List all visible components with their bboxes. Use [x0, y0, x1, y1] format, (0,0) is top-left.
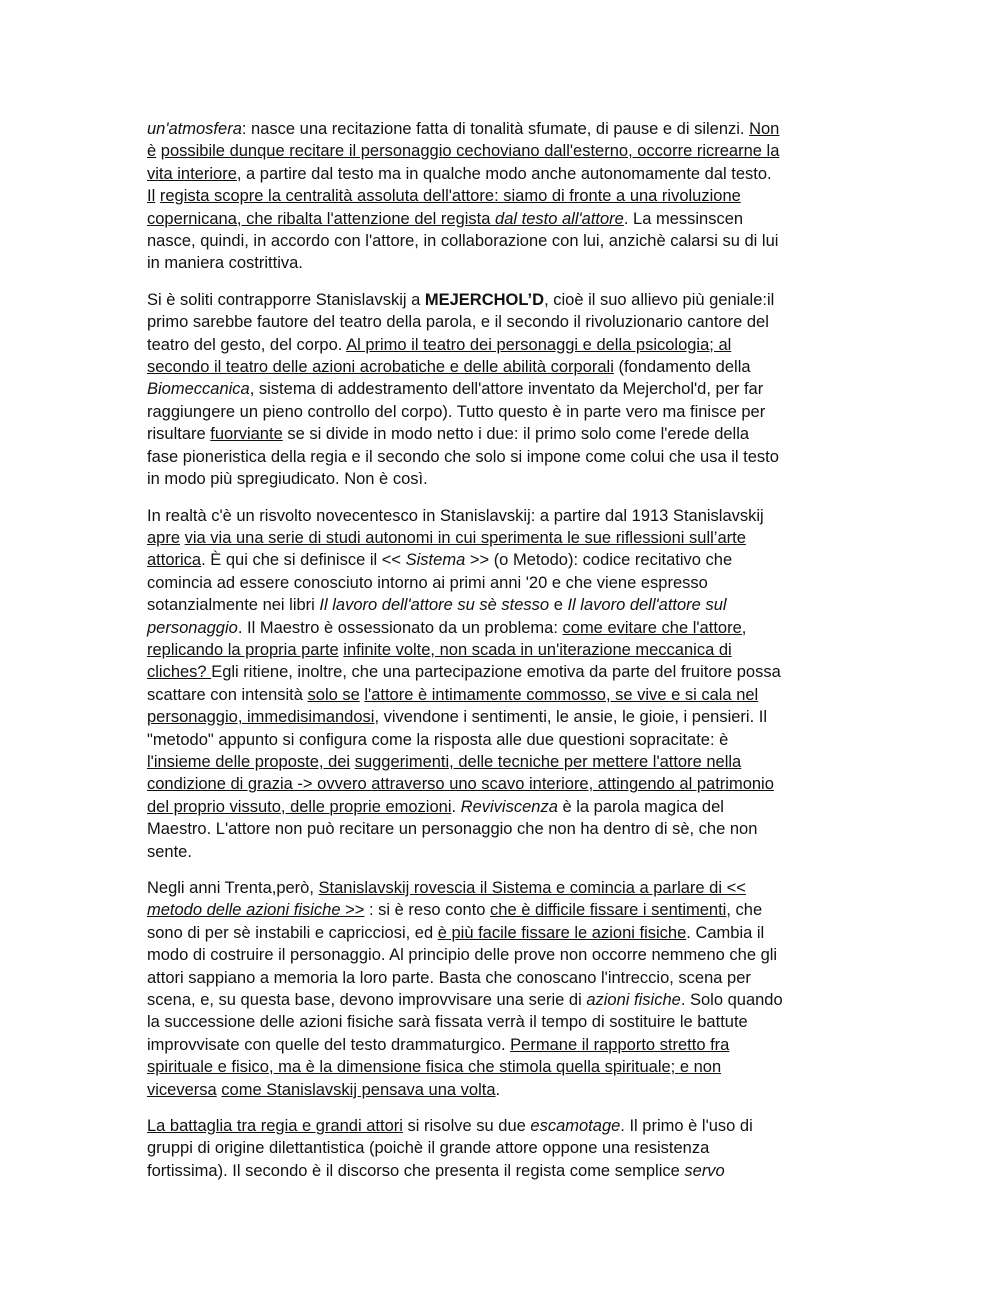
text-run: , sistema di addestramento dell'attore inventato da Mejerchol'd, per far — [249, 380, 764, 399]
text-line — [147, 468, 853, 490]
text-run: , che — [726, 901, 763, 920]
text-run: Negli anni Trenta,però, — [147, 879, 319, 897]
text-run: è — [147, 142, 157, 161]
paragraph — [147, 505, 853, 864]
text-run: come Stanislavskij pensava una volta — [221, 1080, 496, 1099]
text-line — [147, 208, 853, 230]
text-run: metodo delle azioni fisiche — [147, 901, 341, 920]
text-run: sente. — [147, 842, 192, 861]
text-run: personaggio, immedisimandosi — [147, 708, 375, 727]
text-run: via via una serie di studi autonomi in cui sperimenta le sue riflessioni sull’arte — [184, 528, 746, 547]
text-run: . — [495, 1080, 501, 1099]
text-run: comincia ad essere conosciuto intorno ai primi anni '20 e che viene espresso — [147, 573, 708, 592]
text-run: >> (o Metodo): codice recitativo che — [465, 551, 733, 570]
text-line — [147, 356, 853, 378]
text-line — [147, 118, 853, 140]
text-run: . Solo quando — [680, 991, 783, 1010]
text-run: attorica — [147, 551, 202, 570]
text-line — [147, 751, 853, 773]
text-run: fuorviante — [210, 425, 283, 444]
text-line — [147, 185, 853, 207]
text-line — [147, 423, 853, 445]
text-line — [147, 505, 853, 527]
text-run: La battaglia tra regia e grandi attori — [147, 1117, 403, 1136]
text-run: escamotage — [530, 1117, 621, 1136]
text-run: la successione delle azioni fisiche sarà fissata verrà il tempo di sostituire le battute — [147, 1013, 748, 1032]
text-run: in maniera costrittiva. — [147, 254, 303, 273]
text-line — [147, 1115, 853, 1137]
text-run: MEJERCHOL’D — [424, 290, 545, 309]
text-run: e — [549, 596, 568, 615]
text-line — [147, 446, 853, 468]
text-run: Permane il rapporto stretto fra — [510, 1035, 730, 1054]
text-run: che è difficile fissare i sentimenti — [490, 901, 727, 920]
text-run: In realtà c'è un risvolto novecentesco in Stanislavskij: a partire dal 1913 Stanislavskij — [147, 506, 764, 525]
text-run: si risolve su due — [402, 1117, 531, 1136]
text-run: . La messinscen — [623, 209, 744, 228]
text-run: suggerimenti, delle tecniche per mettere l'attore nella — [354, 752, 742, 771]
text-line — [147, 684, 853, 706]
text-line — [147, 944, 853, 966]
text-run: . Il Maestro è ossessionato da un problema: — [237, 618, 563, 637]
text-run: infinite volte, non scada in un'iterazione meccanica di — [343, 640, 732, 659]
text-run: apre — [147, 528, 181, 547]
document-body — [147, 118, 853, 1196]
text-run: vita interiore — [147, 164, 237, 183]
text-line — [147, 1034, 853, 1056]
text-run: : si è reso conto — [364, 901, 491, 920]
text-run: attori sappiano a memoria la loro parte. Basta che conoscano l'intreccio, scena per — [147, 968, 751, 987]
text-line — [147, 401, 853, 423]
text-line — [147, 527, 853, 549]
text-line — [147, 1137, 853, 1159]
text-run: Il — [147, 187, 156, 206]
text-run: personaggio — [147, 618, 238, 637]
text-run: azioni fisiche — [586, 991, 681, 1010]
text-run: Si è soliti contrapporre Stanislavskij a — [147, 290, 425, 309]
text-run: l'insieme delle proposte, dei — [147, 752, 351, 771]
text-line — [147, 639, 853, 661]
text-run: , a partire dal testo ma in qualche modo anche autonomamente dal testo. — [236, 164, 772, 183]
text-line — [147, 572, 853, 594]
text-run: nasce, quindi, in accordo con l'attore, in collaborazione con lui, anzichè calarsi su di lui — [147, 232, 779, 251]
text-line — [147, 796, 853, 818]
text-run: dal testo all'attore — [495, 209, 624, 228]
text-run: Non — [749, 120, 780, 138]
text-run: : nasce una recitazione fatta di tonalità sfumate, di pause e di silenzi. — [241, 120, 750, 138]
text-line — [147, 594, 853, 616]
text-run: modo di costruire il personaggio. Al principio delle prove non occorre nemmeno che gli — [147, 946, 778, 965]
text-run: Reviviscenza — [460, 797, 558, 816]
text-run: replicando la propria parte — [147, 640, 339, 659]
text-run: teatro del gesto, del corpo. — [147, 335, 347, 354]
text-run: improvvisate con quelle del testo drammaturgico. — [147, 1035, 511, 1054]
text-run: primo sarebbe fautore del teatro della parola, e il secondo il rivoluzionario cantore del — [147, 313, 769, 332]
text-run: Il lavoro dell'attore su sè stesso — [319, 596, 550, 615]
text-run: >> — [340, 901, 365, 920]
text-run: sono di per sè instabili e capricciosi, ed — [147, 923, 438, 942]
paragraph — [147, 1115, 853, 1182]
text-run: Stanislavskij rovescia il Sistema e comincia a parlare di << — [318, 879, 746, 897]
text-line — [147, 140, 853, 162]
text-line — [147, 841, 853, 863]
text-line — [147, 967, 853, 989]
text-run: se si divide in modo netto i due: il primo solo come l'erede della — [282, 425, 750, 444]
text-line — [147, 818, 853, 840]
text-run: è più facile fissare le azioni fisiche — [437, 923, 687, 942]
text-line — [147, 877, 853, 899]
text-run: viceversa — [147, 1080, 217, 1099]
text-line — [147, 334, 853, 356]
text-run: raggiungere un pieno controllo del corpo). Tutto questo è in parte vero ma finisce per — [147, 402, 766, 421]
text-line — [147, 1056, 853, 1078]
text-run: servo — [684, 1161, 725, 1180]
text-run: solo se — [307, 685, 360, 704]
text-run: scattare con intensità — [147, 685, 308, 704]
text-run: in modo più spregiudicato. Non è così. — [147, 470, 428, 489]
text-line — [147, 1160, 853, 1182]
text-run: . Cambia il — [686, 923, 765, 942]
text-run: cliches? — [147, 663, 212, 682]
paragraph — [147, 118, 853, 275]
text-run: , vivendone i sentimenti, le ansie, le gioie, i pensieri. Il — [374, 708, 767, 727]
text-line — [147, 252, 853, 274]
text-run: come evitare che l'attore, — [562, 618, 747, 637]
text-run: Maestro. L'attore non può recitare un personaggio che non ha dentro di sè, che non — [147, 820, 758, 839]
text-line — [147, 549, 853, 571]
text-run: Al primo il teatro dei personaggi e della psicologia; al — [346, 335, 732, 354]
text-run: un'atmosfera — [147, 120, 242, 138]
paragraph — [147, 877, 853, 1101]
text-line — [147, 922, 853, 944]
text-run: (fondamento della — [613, 358, 751, 377]
text-run: . Il primo è l'uso di — [620, 1117, 753, 1136]
text-line — [147, 706, 853, 728]
text-line — [147, 661, 853, 683]
text-run: "metodo" appunto si configura come la risposta alle due questioni sopracitate: è — [147, 730, 729, 749]
text-run: possibile dunque recitare il personaggio cechoviano dall'esterno, occorre ricrearne la — [160, 142, 780, 161]
text-line — [147, 311, 853, 333]
text-run: gruppi di origine dilettantistica (poichè il grande attore oppone una resistenza — [147, 1139, 710, 1158]
text-run: attraverso uno scavo interiore, attingendo al patrimonio — [371, 775, 774, 794]
text-run: condizione di grazia -> ovvero — [147, 775, 372, 794]
text-line — [147, 1079, 853, 1101]
text-line — [147, 289, 853, 311]
text-line — [147, 617, 853, 639]
text-run: , cioè il suo allievo più geniale:il — [544, 290, 775, 309]
text-run: l'attore è intimamente commosso, se vive e si cala nel — [364, 685, 759, 704]
text-run: Il lavoro dell'attore sul — [567, 596, 727, 615]
text-line — [147, 729, 853, 751]
text-run: fortissima). Il secondo è il discorso che presenta il regista come semplice — [147, 1161, 685, 1180]
text-run: Egli ritiene, inoltre, che una partecipazione emotiva da parte del fruitore possa — [211, 663, 781, 682]
text-run: Biomeccanica — [147, 380, 250, 399]
text-run: . — [451, 797, 461, 816]
text-run: risultare — [147, 425, 211, 444]
text-line — [147, 773, 853, 795]
text-line — [147, 230, 853, 252]
text-run: secondo il teatro delle azioni acrobatiche e delle abilità corporali — [147, 358, 614, 377]
text-line — [147, 1011, 853, 1033]
text-line — [147, 899, 853, 921]
text-run: Sistema — [405, 551, 466, 570]
text-line — [147, 989, 853, 1011]
text-run: spirituale e fisico, ma è la dimensione fisica che stimola quella spirituale; e non — [147, 1058, 722, 1077]
paragraph — [147, 289, 853, 491]
text-run: sotanzialmente nei libri — [147, 596, 320, 615]
text-run: fase pioneristica della regia e il secondo che solo si impone come colui che usa il testo — [147, 447, 779, 466]
text-run: proprie emozioni — [329, 797, 452, 816]
text-run: scena, e, su questa base, devono improvvisare una serie di — [147, 991, 587, 1010]
text-run: è la parola magica del — [557, 797, 724, 816]
text-run: del proprio vissuto, delle — [147, 797, 330, 816]
text-line — [147, 378, 853, 400]
text-run: . È qui che si definisce il << — [201, 551, 406, 570]
text-run: regista scopre la centralità assoluta dell'attore: siamo di fronte a una rivoluzione — [159, 187, 741, 206]
text-line — [147, 163, 853, 185]
text-run: copernicana, che ribalta l'attenzione del regista — [147, 209, 496, 228]
